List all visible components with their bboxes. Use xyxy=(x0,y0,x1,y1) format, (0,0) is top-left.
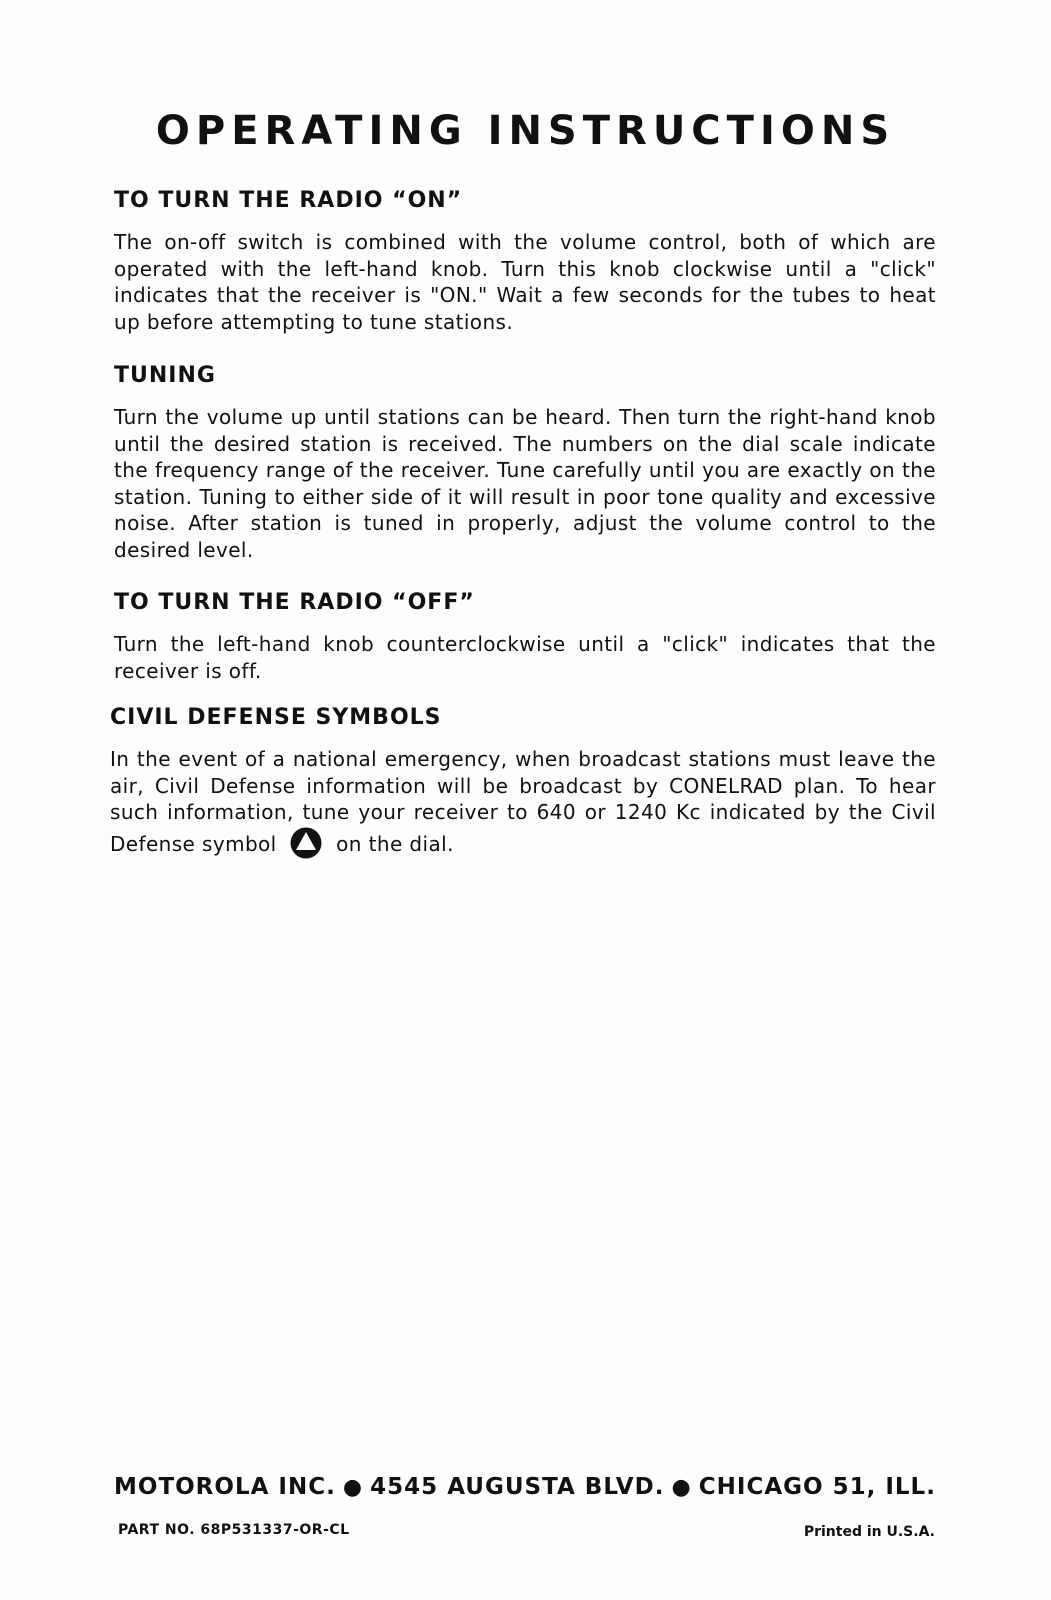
printed-in-note: Printed in U.S.A. xyxy=(803,1524,935,1540)
section-tuning xyxy=(114,363,936,563)
section-heading: TO TURN THE RADIO “ON” xyxy=(114,188,463,213)
bullet-separator: ● xyxy=(342,1474,364,1500)
section-turn-on xyxy=(114,188,936,335)
section-turn-off xyxy=(114,590,936,684)
section-body: Turn the left-hand knob counterclockwise until a "click" indicates that the receiver is off. xyxy=(114,632,936,683)
section-heading: TO TURN THE RADIO “OFF” xyxy=(114,590,475,615)
civil-defense-symbol-icon xyxy=(289,826,323,860)
body-text-after-symbol: on the dial. xyxy=(336,831,454,856)
section-heading: TUNING xyxy=(114,363,216,388)
section-body: Turn the volume up until stations can be heard. Then turn the right-hand knob until the desired station is received. The numbers on the dial scale indicate the frequency range of the receiver. Tune carefully until you are exactly on the station. Tuning to either side of it will result in poor tone quality and excessive noise. After station is tuned in properly, adjust the volume control to the desired level. xyxy=(114,405,936,562)
company-address-line xyxy=(114,1474,936,1500)
section-body xyxy=(110,746,936,860)
section-heading: CIVIL DEFENSE SYMBOLS xyxy=(110,705,442,730)
bullet-separator: ● xyxy=(671,1474,692,1500)
city-address: CHICAGO 51, ILL. xyxy=(698,1474,936,1500)
body-text-before-symbol: In the event of a national emergency, when broadcast stations must leave the air, Civil Defense information will be broadcast by CONELRAD plan. To hear such information, tune your receiver to 640 or 1240 Kc indicated by the Civil Defense symbol xyxy=(110,747,936,856)
part-number: PART NO. 68P531337-OR-CL xyxy=(118,1522,350,1538)
section-civil-defense xyxy=(110,705,936,860)
page-title: OPERATING INSTRUCTIONS xyxy=(155,108,896,154)
street-address: 4545 AUGUSTA BLVD. xyxy=(370,1474,665,1500)
section-body: The on-off switch is combined with the volume control, both of which are operated with the left-hand knob. Turn this knob clockwise until a "click" indicates that the receiver is "ON." Wait a few seconds for the tubes to heat up before attempting to tune stations. xyxy=(114,230,936,334)
company-name: MOTOROLA INC. xyxy=(114,1474,336,1500)
